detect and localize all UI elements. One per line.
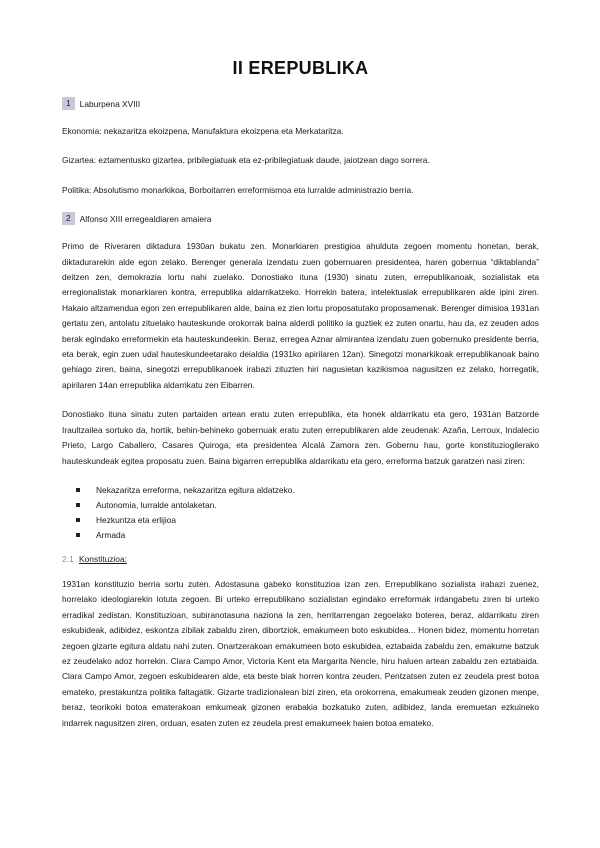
section-2-number: 2: [62, 212, 75, 225]
list-item: Armada: [76, 528, 539, 543]
square-bullet-icon: [76, 518, 80, 522]
constitution-paragraph: 1931an konstituzio berria sortu zuten. Adostasuna gabeko konstituzioa izan zen. Errepublikano sozialista irabazi zuenez, horrelako ideologiarekin lotuta zegoen. Bi urteko errepublikano sozialistan egindako erreformak irdangabetu ziren bi urteko erradikal zedistan. Konstituzioan, subiranotasuna naziona la zen, herritarrengan zegoelako boterea, beraz, aldarrikatu ziren eskubideak, adibidez, eskontza zibilak zabaldu ziren, dibortziok, emakumeen boto eskubidea... Honen bidez, momentu horretan zegoen gizarte egitura aldatu nahi zuten. Onartzerakoan emakumeen boto eskubidea, eztabaida zabaldu zen, emakume batzuk ez zeudelako adoz horrekin. Clara Campo Amor, Victoria Kent eta Margarita Nencle, hiru haluen artean zabaldu zen eztabaida. Clara Campo Amor, zegoen eskubidearen alde, eta beste biak horren kontra zeuden. Pentzatsen zuten ez zeudela prest botoa emateko, prestakuntza politika faltagatik. Gizarte tradizionalean bizi ziren, eta orokorrena, emakumeak zeuden gizonen menpe, beraz, teorikoki botoa ematerakoan emkumeak gizonen erabakia bozkatuko zuten, adibidez, landa eremuetan ezkuineko indarrek nagusitzen ziren, orduan, esaten zuten ez zeudela prest emakumeek haien botoa emateko.: [62, 578, 539, 728]
square-bullet-icon: [76, 503, 80, 507]
section-1-heading: [62, 97, 539, 110]
section-1-title: Laburpena XVIII: [79, 98, 141, 109]
section-2-paragraph-2: Donostiako ituna sinatu zuten partaiden artean eratu zuten errepublika, eta honek aldarrikatu eta gero, 1931an Batzorde Iraultzailea sortuko da, hortik, behin-behineko gobernuak eratu zuten errepublikaren alde zeudenak: Azaña, Lerroux, Indalecio Prieto, Largo Caballero, Casares Quiroga, eta presidentea Alcalá Zamora zen. Gobernu hau, gorte konstituziogilerako hauteskundeak egitea proposatu zuen. Baina bigarren errepublika aldarrikatu eta gero, erreforma batzuk garatzen nasi ziren:: [62, 409, 539, 466]
section-2-heading: [62, 212, 539, 225]
document-title: II EREPUBLIKA: [232, 58, 369, 78]
summary-economy: Ekonomia: nekazaritza ekoizpena, Manufaktura ekoizpena eta Merkataritza.: [62, 126, 344, 136]
summary-politics: Politika: Absolutismo monarkikoa, Borboitarren erreformismoa eta lurralde administrazio berria.: [62, 184, 414, 195]
section-2-title: Alfonso XIII erregealdiaren amaiera: [79, 213, 212, 224]
reforms-list: [62, 483, 539, 543]
square-bullet-icon: [76, 533, 80, 537]
summary-society: Gizartea: eztamentusko gizartea, pribilegiatuak eta ez-pribilegiatuak daude, jaiotzean dago sorrera.: [62, 155, 430, 166]
list-item: Hezkuntza eta erlijioa: [76, 513, 539, 528]
subsection-heading: [62, 554, 539, 564]
subsection-number: 2.1: [62, 553, 74, 564]
list-item: Nekazaritza erreforma, nekazaritza egitura aldatzeko.: [76, 483, 539, 498]
list-item: Autonomia, lurralde antolaketan.: [76, 498, 539, 513]
section-2-paragraph-1: Primo de Riveraren diktadura 1930an bukatu zen. Monarkiaren prestigioa ahulduta zegoen momentu honetan, berak, diktadurarekin alde egon zelako. Berenger generala izendatu zuen gobernuaren presidentea, haren gobernua “diktablanda” deitzen zen, demokrazia lortu nahi zuelako. Donostiako ituna (1930) sinatu zuten, errepublikanoak, sozialistak eta erregionalistak monarkiaren kontra, errepublika aldarrikatzeko. Horrekin batera, intelektualak errepublikaren alde ipini ziren. Hakaio altzamendua egon zen errepublikaren alde, baina ez zien lortu proposatutako proposamenak. Berenger dimisioa 1931an gertatu zen, antolatu zituelako hauteskunde orokorrak baina alderdi politiko ia guztiek ez zuten onartu, hau da, ez zeuden ados berak egindako erreformekin eta hauteskundeekin. Beraz, erregea Aznar almirantea izendatu zuen gobernuko presidente berria, eta berak, egin zuen udal hauteskundeetarako deialdia (1931ko apirilaren 12an). Sinegotzi monarkikoak errepublikanoak baino gehiago ziren, baina, sinegotzi errepublikanoek irabazi zituzten hiri nagusietan kazikismoa nagusitzen ez zelako, horregatik, apirilaren 14an errepublika aldarrikatu zen Eibarren.: [62, 241, 539, 390]
subsection-title: Konstituzioa:: [78, 553, 127, 564]
square-bullet-icon: [76, 488, 80, 492]
section-1-number: 1: [62, 97, 75, 110]
